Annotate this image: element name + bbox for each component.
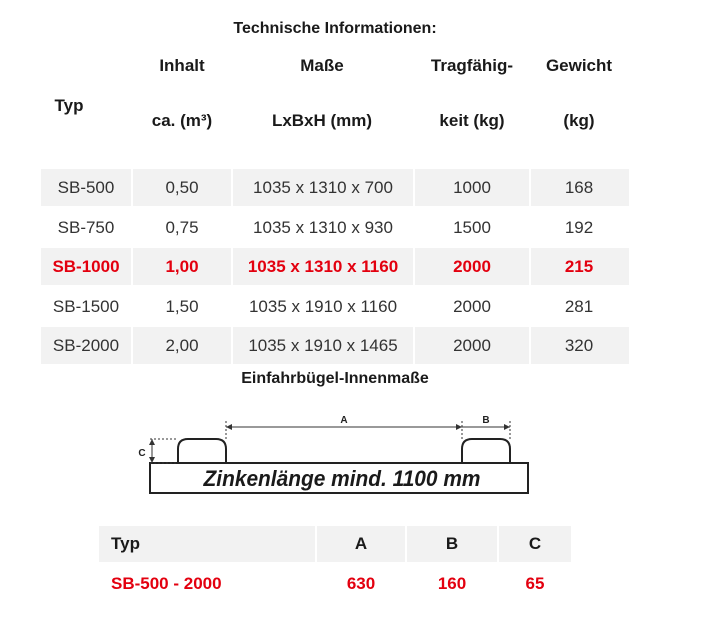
cell-inhalt: 0,50	[165, 178, 199, 197]
table-row	[41, 209, 629, 246]
header-c: C	[528, 534, 542, 553]
cell-masse: 1035 x 1310 x 700	[253, 178, 393, 197]
header-trag-line1: Tragfähig-	[430, 56, 514, 75]
cell-trag: 2000	[453, 336, 491, 355]
cell-masse: 1035 x 1910 x 1465	[248, 336, 398, 355]
cell-a: 630	[346, 574, 376, 593]
cell-trag: 1000	[453, 178, 491, 197]
fork-length-text: Zinkenlänge mind. 1100 mm	[203, 466, 481, 492]
cell-trag: 2000	[453, 297, 491, 316]
cell-inhalt: 0,75	[165, 218, 199, 237]
cell-typ: SB-500	[57, 178, 115, 197]
dim-label-b: B	[482, 415, 490, 426]
table-row	[41, 327, 629, 364]
cell-typ: SB-750	[57, 218, 115, 237]
inner-dimensions-header	[99, 526, 571, 562]
header-masse-line1: Maße	[300, 56, 344, 75]
cell-typ: SB-2000	[52, 336, 120, 355]
cell-gewicht: 320	[564, 336, 594, 355]
fork-pocket-diagram	[130, 405, 550, 500]
header-b: B	[445, 534, 459, 553]
cell-typ: SB-1500	[52, 297, 120, 316]
header-inhalt-line1: Inhalt	[159, 56, 205, 75]
tech-info-title: Technische Informationen:	[233, 20, 437, 37]
cell-masse: 1035 x 1310 x 930	[253, 218, 393, 237]
header-typ: Typ	[54, 96, 84, 115]
cell-gewicht: 192	[564, 218, 594, 237]
header-masse-line2: LxBxH (mm)	[271, 111, 373, 130]
table-row	[41, 169, 629, 206]
cell-trag: 2000	[453, 257, 491, 276]
dim-label-c: C	[138, 448, 146, 459]
header-gewicht-line1: Gewicht	[545, 56, 613, 75]
cell-trag: 1500	[453, 218, 491, 237]
cell-b: 160	[437, 574, 467, 593]
inner-dimensions-row	[99, 566, 571, 602]
cell-masse: 1035 x 1310 x 1160	[247, 257, 399, 276]
header-typ: Typ	[111, 534, 140, 553]
cell-inhalt: 2,00	[165, 336, 199, 355]
diagram-title: Einfahrbügel-Innenmaße	[241, 370, 429, 387]
cell-gewicht: 215	[564, 257, 594, 276]
header-a: A	[354, 534, 368, 553]
dim-label-a: A	[340, 415, 348, 426]
cell-typ: SB-500 - 2000	[111, 574, 222, 593]
header-trag-line2: keit (kg)	[439, 111, 505, 130]
header-gewicht-line2: (kg)	[563, 111, 595, 130]
cell-gewicht: 168	[564, 178, 594, 197]
header-inhalt-line2: ca. (m³)	[151, 111, 213, 130]
table-row	[41, 288, 629, 325]
cell-typ: SB-1000	[52, 257, 120, 276]
cell-gewicht: 281	[564, 297, 594, 316]
cell-masse: 1035 x 1910 x 1160	[248, 297, 398, 316]
table-row-highlighted	[41, 248, 629, 285]
cell-c: 65	[525, 574, 545, 593]
cell-inhalt: 1,00	[165, 257, 199, 276]
cell-inhalt: 1,50	[165, 297, 199, 316]
